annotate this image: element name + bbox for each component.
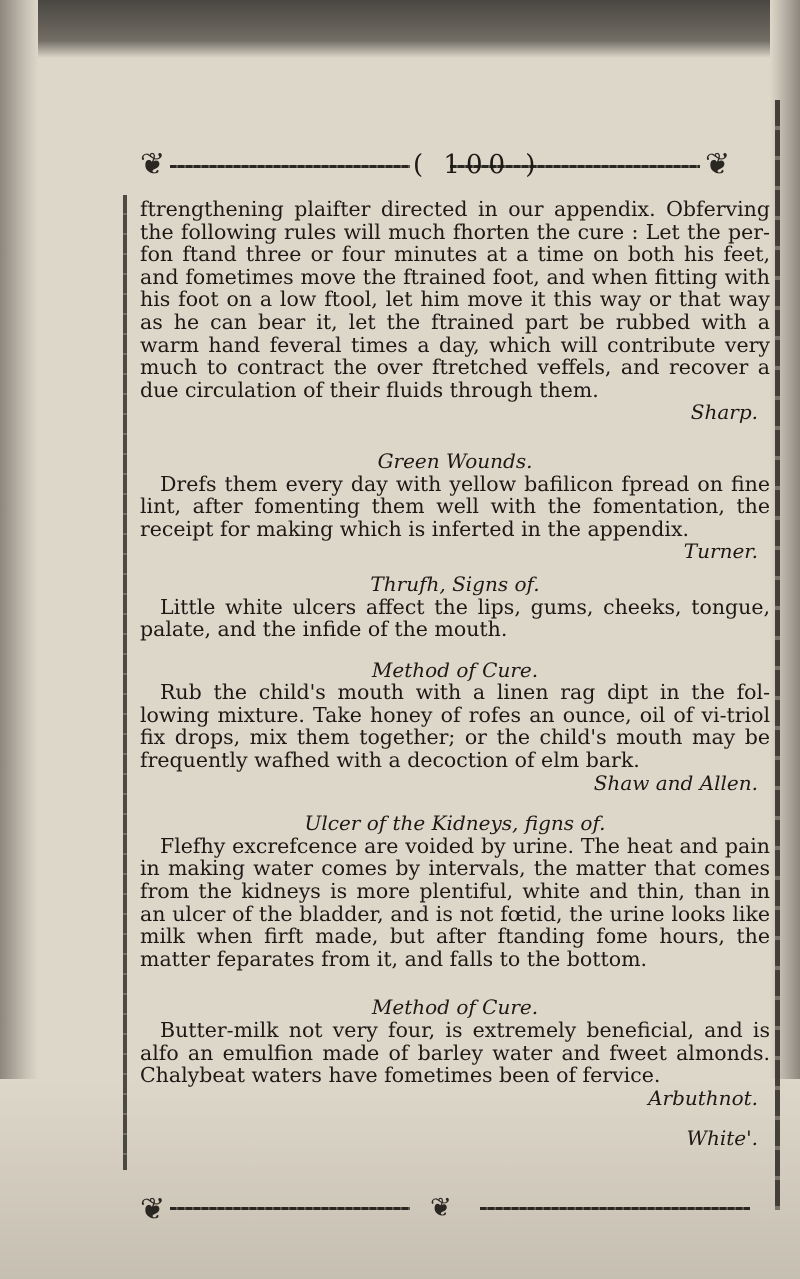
section-thrush-cure: [140, 659, 770, 795]
header-rule-left: [170, 165, 410, 168]
section-green-wounds: [140, 450, 770, 563]
footer-rule-right: [480, 1207, 750, 1210]
paragraph: Drefs them every day with yellow bafilicon fpread on fine lint, after fomenting them well with the fomentation, the receipt for making which is inferted in the appendix.: [140, 471, 770, 541]
author-signature: Sharp.: [690, 400, 758, 425]
left-border-rule: [123, 195, 127, 1170]
section-heading: Method of Cure.: [371, 995, 539, 1020]
section-heading: Method of Cure.: [371, 657, 539, 682]
author-signature: Arbuthnot.: [648, 1085, 758, 1110]
ornament-bottom-center-icon: ❦: [430, 1193, 452, 1223]
footer-rule-left: [170, 1207, 410, 1210]
page-body: [140, 198, 770, 1150]
ornament-top-left-icon: ❦: [140, 147, 166, 182]
section-heading: Green Wounds.: [377, 448, 533, 473]
section-thrush: [140, 573, 770, 641]
page-number: ( 100 ): [413, 150, 542, 180]
section-kidney-ulcer: [140, 812, 770, 970]
section-whites: [140, 1127, 770, 1150]
paragraph: Butter-milk not very four, is extremely beneficial, and is alfo an emulfion made of barley water and fweet almonds. Chalybeat waters have fometimes been of fervice.: [140, 1018, 770, 1088]
paragraph: Flefhy excrefcence are voided by urine. The heat and pain in making water comes by intervals, the matter that comes from the kidneys is more plentiful, white and thin, than in an ulcer of the bladder, and is not fœtid, the urine looks like milk when firft made, but after ftanding fome hours, the matter feparates from it, and falls to the bottom.: [140, 833, 770, 971]
section-kidney-cure: [140, 996, 770, 1109]
catchword: White'.: [686, 1126, 758, 1151]
right-border-rule: [775, 100, 780, 1210]
section-strained-foot: [140, 198, 770, 424]
author-signature: Turner.: [683, 539, 758, 564]
page-top-shadow: [0, 0, 800, 58]
paragraph: Rub the child's mouth with a linen rag dipt in the fol-lowing mixture. Take honey of rofes an ounce, oil of vi-triol fix drops, mix them together; or the child's mouth may be frequently wafhed with a decoction of elm bark.: [140, 680, 770, 773]
paragraph: Little white ulcers affect the lips, gums, cheeks, tongue, palate, and the infide of the mouth.: [140, 594, 770, 642]
section-heading: Thrufh, Signs of.: [370, 571, 540, 596]
section-heading: Ulcer of the Kidneys, figns of.: [304, 811, 606, 836]
paragraph: ftrengthening plaifter directed in our appendix. Obferving the following rules will much fhorten the cure : Let the per-fon ftand three or four minutes at a time on both his feet, and fometimes move the ftrained foot, and when fitting with his foot on a low ftool, let him move it this way or that way as he can bear it, let the ftrained part be rubbed with a warm hand feveral times a day, which will contribute very much to contract the over ftretched veffels, and recover a due circulation of their fluids through them.: [140, 197, 770, 402]
ornament-top-right-icon: ❦: [705, 147, 731, 182]
ornament-bottom-left-icon: ❦: [140, 1192, 166, 1227]
author-signature: Shaw and Allen.: [593, 770, 758, 795]
